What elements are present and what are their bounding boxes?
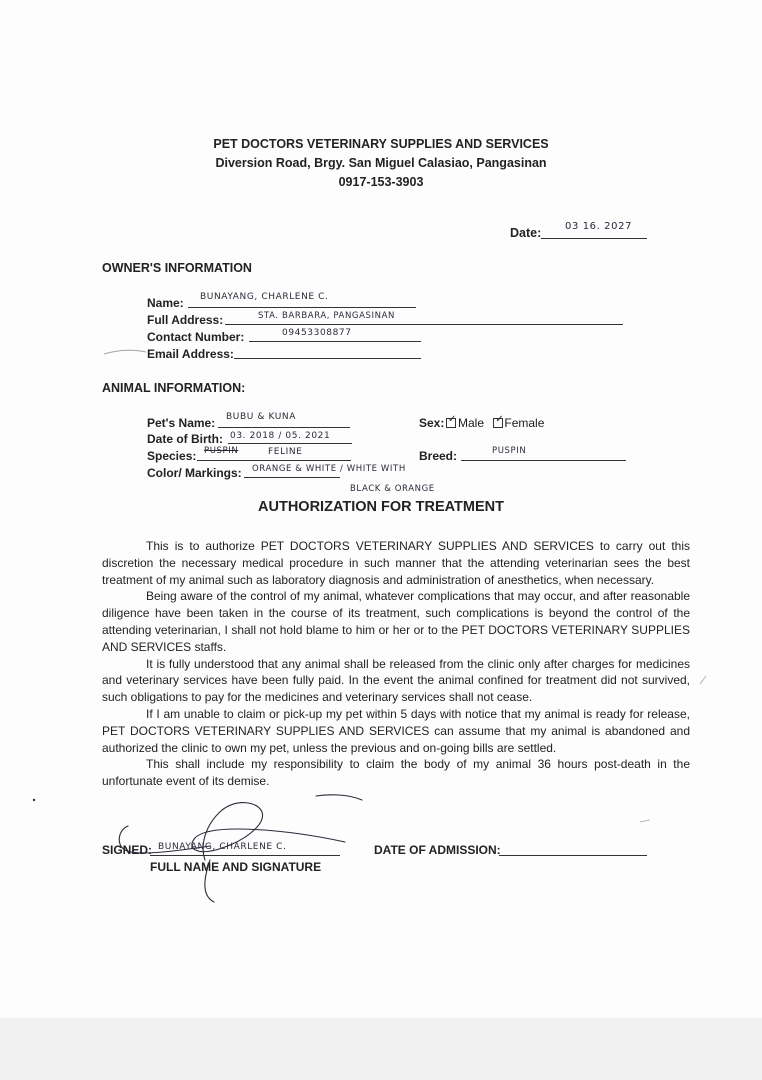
dob-label: Date of Birth: — [147, 432, 223, 446]
check-mark-icon: ✓ — [495, 414, 504, 425]
owner-section-title: OWNER'S INFORMATION — [102, 261, 252, 275]
scan-mark-icon — [104, 350, 146, 354]
dob-value[interactable]: 03. 2018 / 05. 2021 — [230, 431, 331, 441]
date-value[interactable]: 03 16. 2027 — [565, 221, 633, 232]
species-struck-value: PUSPIN — [204, 446, 239, 456]
signature-caption: FULL NAME AND SIGNATURE — [150, 860, 322, 874]
signature-scribble-icon — [119, 795, 362, 902]
scan-mark-icon — [700, 676, 706, 684]
admission-label: DATE OF ADMISSION: — [374, 843, 501, 857]
owner-name-label: Name: — [147, 296, 184, 310]
color-label: Color/ Markings: — [147, 466, 242, 480]
owner-contact-value[interactable]: 09453308877 — [282, 328, 352, 338]
species-label: Species: — [147, 449, 197, 463]
authorization-paragraph: This shall include my responsibility to claim the body of my animal 36 hours post-death in the unfortunate event of its demise. — [102, 757, 690, 789]
female-label: Female — [504, 416, 545, 430]
sex-label: Sex: — [419, 416, 445, 430]
color-value-2[interactable]: BLACK & ORANGE — [350, 484, 435, 494]
owner-name-value[interactable]: BUNAYANG, CHARLENE C. — [200, 292, 329, 302]
owner-email-label: Email Address: — [147, 347, 234, 361]
authorization-title: AUTHORIZATION FOR TREATMENT — [258, 499, 504, 515]
animal-section-title: ANIMAL INFORMATION: — [102, 381, 246, 395]
color-value[interactable]: ORANGE & WHITE / WHITE WITH — [252, 464, 406, 474]
male-label: Male — [458, 416, 485, 430]
scan-mark-icon — [640, 820, 650, 822]
company-name: PET DOCTORS VETERINARY SUPPLIES AND SERVICES — [213, 137, 549, 151]
owner-contact-label: Contact Number: — [147, 330, 245, 344]
authorization-paragraph: It is fully understood that any animal shall be released from the clinic only after charges for medicines and veterinary services have been fully paid. In the event the animal confined for treatment did not survived, such obligations to pay for the medicines and veterinary services shall not cease. — [102, 656, 690, 705]
authorization-paragraph: This is to authorize PET DOCTORS VETERINARY SUPPLIES AND SERVICES to carry out this discretion the necessary medical procedure in such manner that the attending veterinarian sees the best treatment of my animal such as laboratory diagnosis and administration of anesthetics, when necessary. — [102, 539, 690, 587]
pet-name-value[interactable]: BUBU & KUNA — [226, 412, 296, 422]
signed-name-value[interactable]: BUNAYANG, CHARLENE C. — [158, 842, 287, 852]
pet-name-label: Pet's Name: — [147, 416, 216, 430]
authorization-paragraph: If I am unable to claim or pick-up my pet within 5 days with notice that my animal is ready for release, PET DOCTORS VETERINARY SUPPLIES AND SERVICES can assume that my animal is abandoned and authorized the clinic to own my pet, unless the previous and on-going bills are settled. — [102, 706, 690, 755]
check-mark-icon: ✓ — [448, 414, 457, 425]
breed-label: Breed: — [419, 449, 458, 463]
owner-address-value[interactable]: STA. BARBARA, PANGASINAN — [258, 311, 395, 321]
scan-speck-icon — [33, 799, 35, 801]
signed-label: SIGNED: — [102, 843, 153, 857]
breed-value[interactable]: PUSPIN — [492, 446, 527, 456]
owner-address-label: Full Address: — [147, 313, 224, 327]
date-label: Date: — [510, 226, 542, 240]
species-value[interactable]: FELINE — [268, 447, 303, 457]
company-phone: 0917-153-3903 — [338, 175, 424, 189]
company-address: Diversion Road, Brgy. San Miguel Calasiao, Pangasinan — [215, 156, 547, 170]
authorization-paragraph: Being aware of the control of my animal, whatever complications that may occur, and after reasonable diligence have been taken in the course of its treatment, such complications is beyond the control of the attending veterinarian, I shall not hold blame to him or her or to the PET DOCTORS VETERINARY SUPPLIES AND SERVICES staffs. — [102, 589, 690, 654]
